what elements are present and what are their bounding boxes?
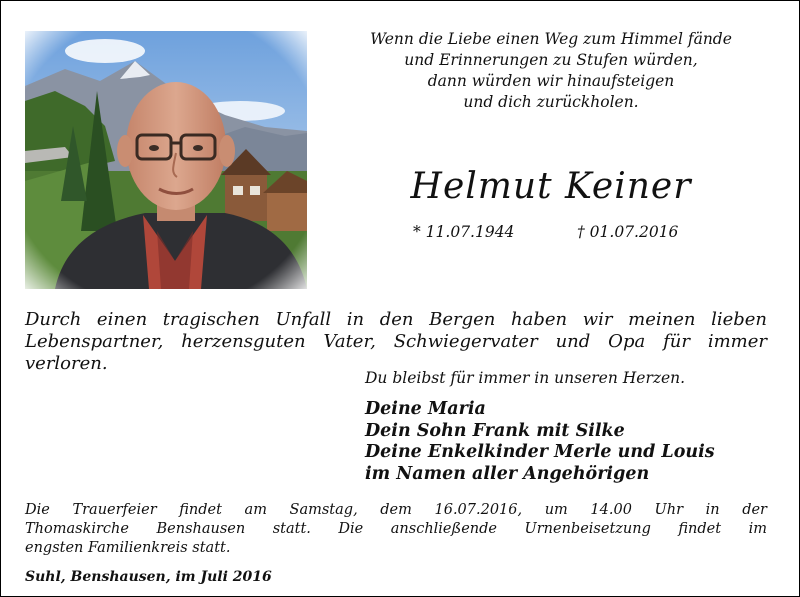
remembrance-line: Du bleibst für immer in unseren Herzen. (365, 369, 686, 387)
birth-date: * 11.07.1944 (413, 223, 515, 241)
portrait-photo (25, 31, 307, 289)
deceased-name: Helmut Keiner (410, 166, 692, 207)
poem-line: und dich zurückholen. (463, 93, 639, 111)
mourners-list (365, 399, 715, 485)
poem-line: und Erinnerungen zu Stufen würden, (404, 51, 698, 69)
funeral-info (25, 501, 767, 558)
death-date: † 01.07.2016 (577, 223, 679, 241)
funeral-info-line: engsten Familienkreis statt. (25, 540, 231, 556)
place-and-date: Suhl, Benshausen, im Juli 2016 (25, 569, 272, 585)
poem-line: Wenn die Liebe einen Weg zum Himmel fände (370, 30, 732, 48)
mourner-line: im Namen aller Angehörigen (365, 463, 650, 484)
poem-line: dann würden wir hinaufsteigen (427, 72, 675, 90)
funeral-info-line: Die Trauerfeier findet am Samstag, dem 16.07.2016, um 14.00 Uhr in der (25, 502, 767, 518)
main-text (25, 309, 767, 375)
mourner-line: Deine Maria (365, 399, 486, 419)
mourner-line: Deine Enkelkinder Merle und Louis (365, 442, 715, 462)
funeral-info-line: Thomaskirche Benshausen statt. Die anschließende Urnenbeisetzung findet im (25, 521, 767, 537)
poem (331, 29, 771, 113)
mourner-line: Dein Sohn Frank mit Silke (365, 420, 625, 441)
main-text-line: verloren. (25, 353, 108, 374)
main-text-line: Lebenspartner, herzensguten Vater, Schwiegervater und Opa für immer (25, 331, 767, 352)
main-text-line: Durch einen tragischen Unfall in den Bergen haben wir meinen lieben (25, 309, 767, 330)
